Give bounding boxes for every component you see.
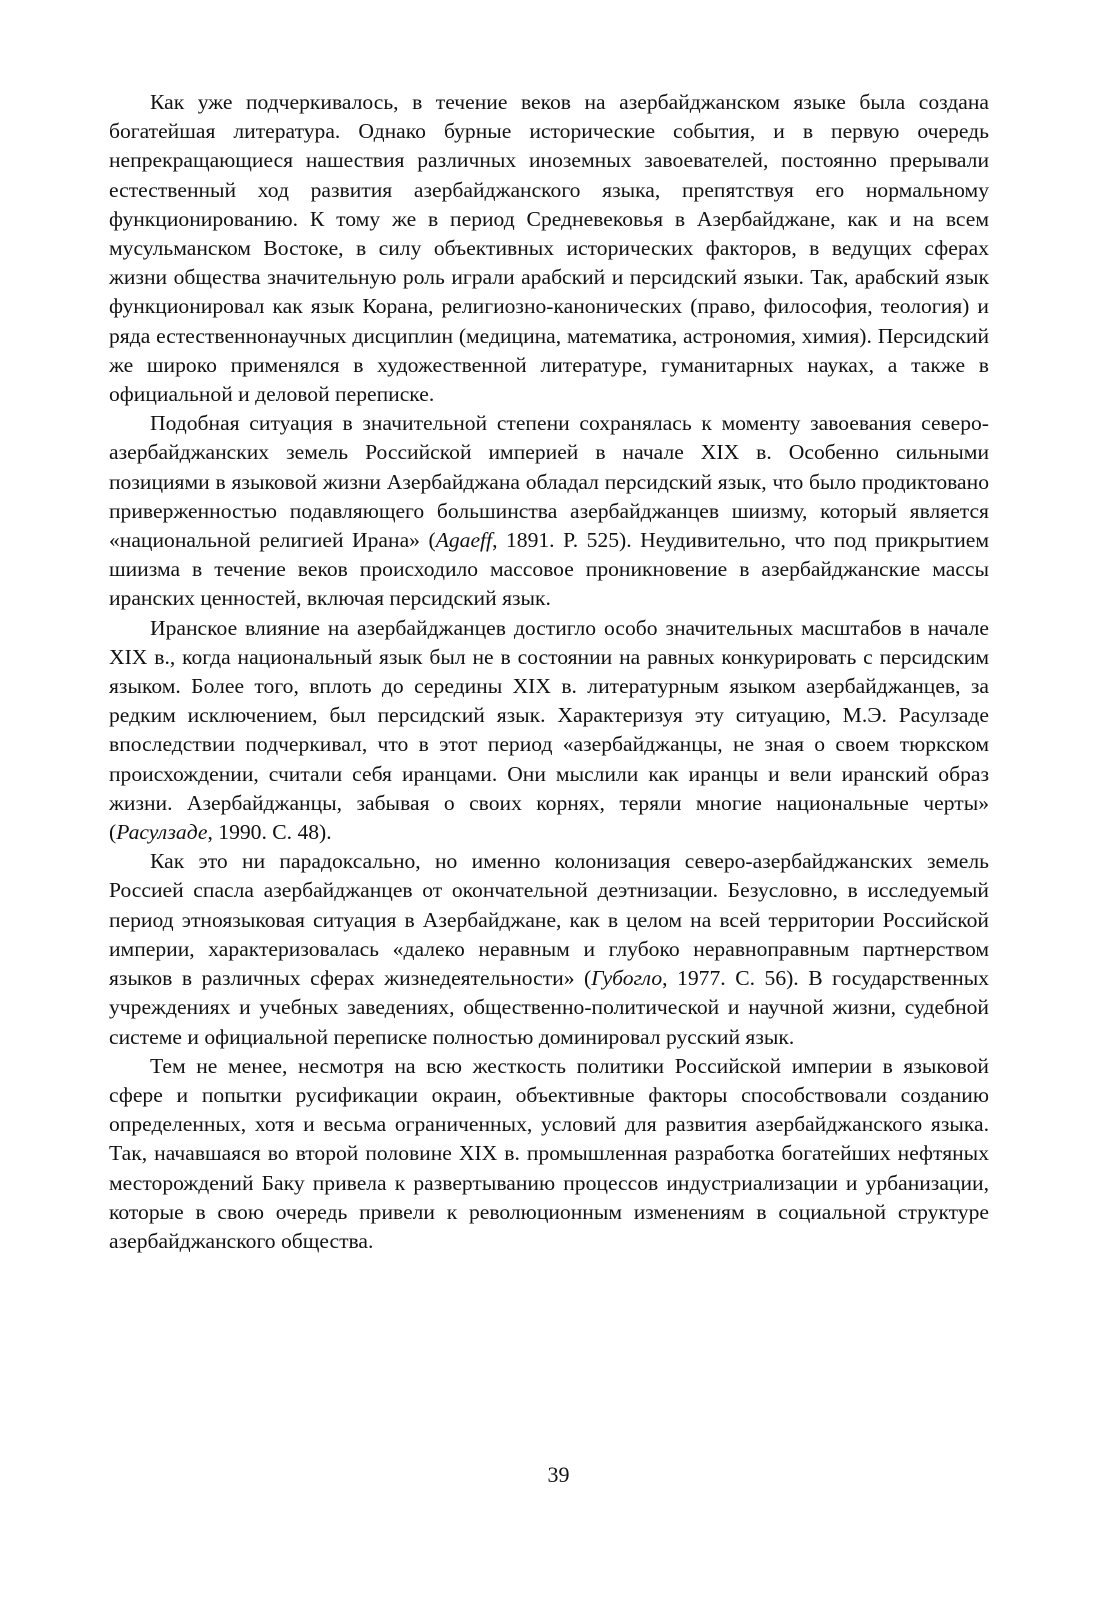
citation-author: Agaeff xyxy=(435,528,493,553)
paragraph-1 xyxy=(109,88,989,409)
page-number: 39 xyxy=(547,1462,570,1487)
paragraph-text: Как это ни парадоксально, но именно колонизация северо-азербайджанских земель Россией спасла азербайджанцев от окончательной деэтнизации. Безусловно, в исследуемый период этноязыковая ситуация в Азербайджане, как в целом на всей территории Российской империи, характеризовалась «далеко неравным и глубоко неравноправным партнерством языков в различных сферах жизнедеятельности» ( xyxy=(109,849,989,991)
paragraph-text: , 1977. С. 56). В государственных учреждениях и учебных заведениях, общественно-политической и научной жизни, судебной системе и официальной переписке полностью доминировал русский язык. xyxy=(109,966,990,1049)
paragraph-text: , 1990. С. 48). xyxy=(207,820,332,845)
paragraph-text: Подобная ситуация в значительной степени сохранялась к моменту завоевания северо-азербайджанских земель Российской империей в начале XIX в. Особенно сильными позициями в языковой жизни Азербайджана обладал персидский язык, что было продиктовано приверженностью подавляющего большинства азербайджанцев шиизму, который является «национальной религией Ирана» ( xyxy=(109,411,989,553)
paragraph-text: , 1891. P. 525). Неудивительно, что под прикрытием шиизма в течение веков происходило массовое проникновение в азербайджанские массы иранских ценностей, включая персидский язык. xyxy=(109,528,990,611)
paragraph-text: Как уже подчеркивалось, в течение веков на азербайджанском языке была создана богатейшая литература. Однако бурные исторические события, и в первую очередь непрекращающиеся нашествия различных иноземных завоевателей, постоянно прерывали естественный ход развития азербайджанского языка, препятствуя его нормальному функционированию. К тому же в период Средневековья в Азербайджане, как и на всем мусульманском Востоке, в силу объективных исторических факторов, в ведущих сферах жизни общества значительную роль играли арабский и персидский языки. Так, арабский язык функционировал как язык Корана, религиозно-канонических (право, философия, теология) и ряда естественнонаучных дисциплин (медицина, математика, астрономия, химия). Персидский же широко применялся в художественной литературе, гуманитарных науках, а также в официальной и деловой переписке. xyxy=(109,90,989,407)
paragraph-text: Иранское влияние на азербайджанцев достигло особо значительных масштабов в начале XIX в., когда национальный язык был не в состоянии на равных конкурировать с персидским языком. Более того, вплоть до середины XIX в. литературным языком азербайджанцев, за редким исключением, был персидский язык. Характеризуя эту ситуацию, М.Э. Расулзаде впоследствии подчеркивал, что в этот период «азербайджанцы, не зная о своем тюркском происхождении, считали себя иранцами. Они мыслили как иранцы и вели иранский образ жизни. Азербайджанцы, забывая о своих корнях, теряли многие национальные черты» ( xyxy=(109,615,989,845)
page-body xyxy=(109,88,989,1256)
paragraph-2 xyxy=(109,409,989,613)
citation-author: Губогло xyxy=(591,966,663,991)
paragraph-5 xyxy=(109,1052,989,1256)
citation-author: Расулзаде xyxy=(116,820,208,845)
paragraph-text: Тем не менее, несмотря на всю жесткость политики Российской империи в языковой сфере и попытки русификации окраин, объективные факторы способствовали созданию определенных, хотя и весьма ограниченных, условий для развития азербайджанского языка. Так, начавшаяся во второй половине XIX в. промышленная разработка богатейших нефтяных месторождений Баку привела к развертыванию процессов индустриализации и урбанизации, которые в свою очередь привели к революционным изменениям в социальной структуре азербайджанского общества. xyxy=(109,1053,989,1253)
paragraph-3 xyxy=(109,614,989,848)
paragraph-4 xyxy=(109,847,989,1051)
